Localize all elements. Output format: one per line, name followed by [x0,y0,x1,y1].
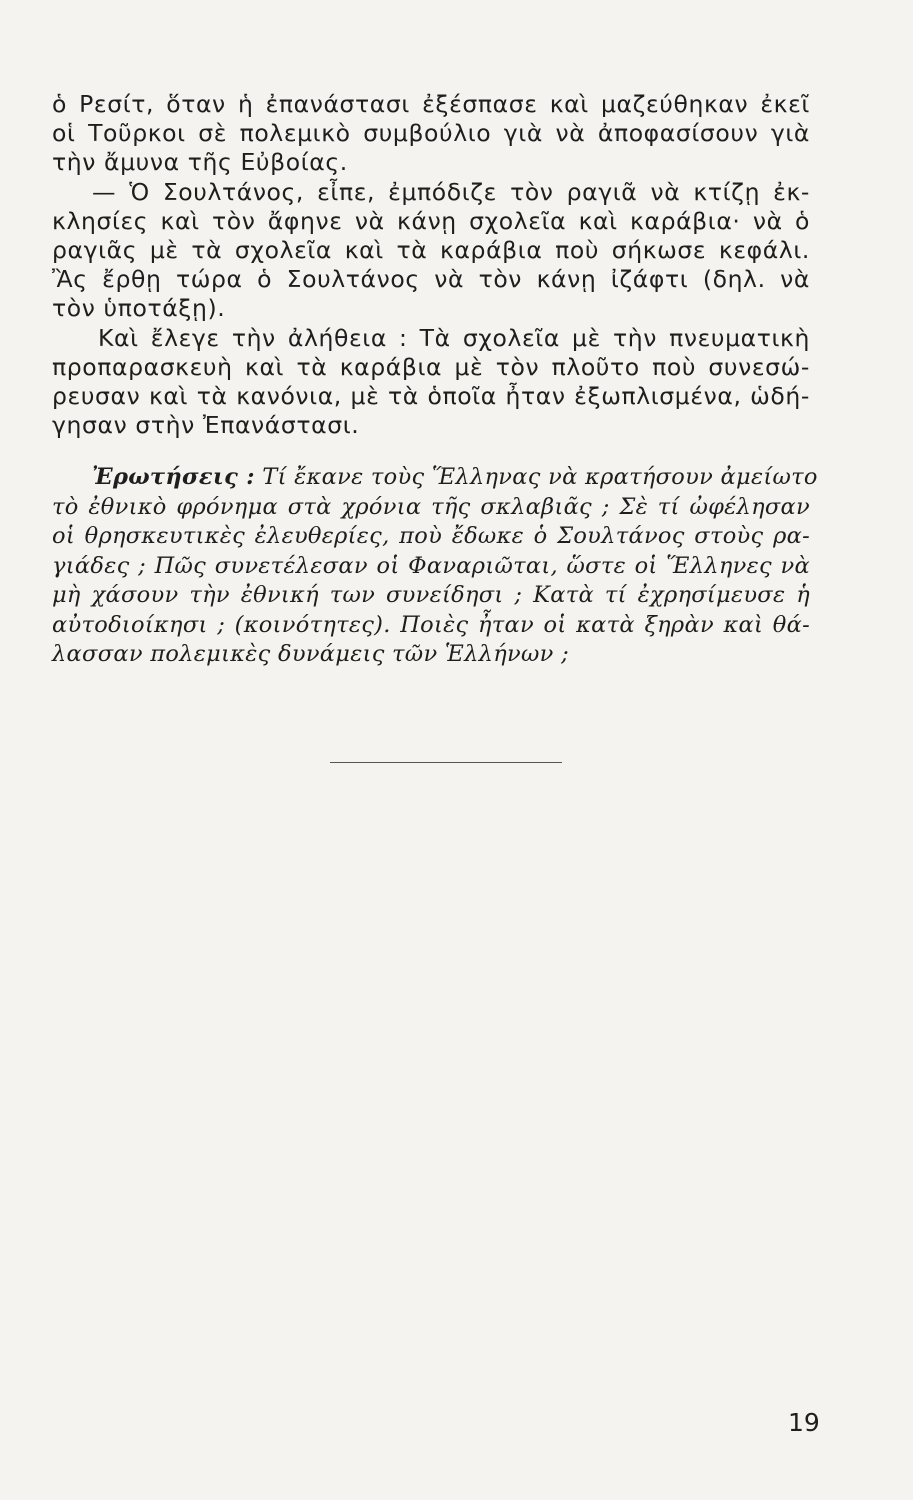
text-line: οἱ Τοῦρκοι σὲ πολεμικὸ συμβούλιο γιὰ νὰ ἀποφασίσουν γιὰ [52,119,810,148]
text-line: τὸν ὑποτάξῃ). [52,294,226,323]
page-number: 19 [788,1408,820,1437]
text-line: προπαρασκευὴ καὶ τὰ καράβια μὲ τὸν πλοῦτο ποὺ συνεσώ- [52,352,810,381]
text-line: Καὶ ἔλεγε τὴν ἀλήθεια : Τὰ σχολεῖα μὲ τὴν πνευματικὴ [98,323,810,352]
text-line: κλησίες καὶ τὸν ἄφηνε νὰ κάνῃ σχολεῖα καὶ καράβια· νὰ ὁ [52,206,810,235]
section-divider [330,762,562,763]
questions-line: λασσαν πολεμικὲς δυνάμεις τῶν Ἑλλήνων ; [52,641,569,667]
text-line: ὁ Ρεσίτ, ὅταν ἡ ἐπανάστασι ἐξέσπασε καὶ μαζεύθηκαν ἐκεῖ [52,90,810,118]
questions-label: Ἐρωτήσεις : [92,464,255,490]
text-line: γησαν στὴν Ἐπανάστασι. [52,411,360,440]
text-line: — Ὁ Σουλτάνος, εἶπε, ἐμπόδιζε τὸν ραγιᾶ νὰ κτίζῃ ἐκ- [92,177,810,206]
body-text [52,90,810,440]
text-line: Ἂς ἔρθῃ τώρα ὁ Σουλτάνος νὰ τὸν κάνῃ ἰζάφτι (δηλ. νὰ [52,265,810,294]
questions-line [52,463,818,493]
text-line: τὴν ἄμυνα τῆς Εὐβοίας. [52,148,348,177]
questions-line: τὸ ἐθνικὸ φρόνημα στὰ χρόνια τῆς σκλαβιᾶς ; Σὲ τί ὠφέλησαν [52,493,810,520]
questions-section [52,463,818,670]
questions-line: μὴ χάσουν τὴν ἐθνική των συνείδησι ; Κατὰ τί ἐχρησίμευσε ἡ [52,582,810,608]
text-line: ρευσαν καὶ τὰ κανόνια, μὲ τὰ ὁποῖα ἦταν ἐξωπλισμένα, ὡδή- [52,382,810,411]
questions-line: αὐτοδιοίκησι ; (κοινότητες). Ποιὲς ἦταν οἱ κατὰ ξηρὰν καὶ θά- [52,611,810,638]
questions-line: γιάδες ; Πῶς συνετέλεσαν οἱ Φαναριῶται, ὥστε οἱ Ἕλληνες νὰ [52,552,810,579]
questions-line: οἱ θρησκευτικὲς ἐλευθερίες, ποὺ ἔδωκε ὁ Σουλτάνος στοὺς ρα- [52,523,810,549]
questions-text: Τί ἔκανε τοὺς Ἕλληνας νὰ κρατήσουν ἀμείωτο [262,464,818,490]
text-line: ραγιᾶς μὲ τὰ σχολεῖα καὶ τὰ καράβια ποὺ σήκωσε κεφάλι. [52,236,810,265]
